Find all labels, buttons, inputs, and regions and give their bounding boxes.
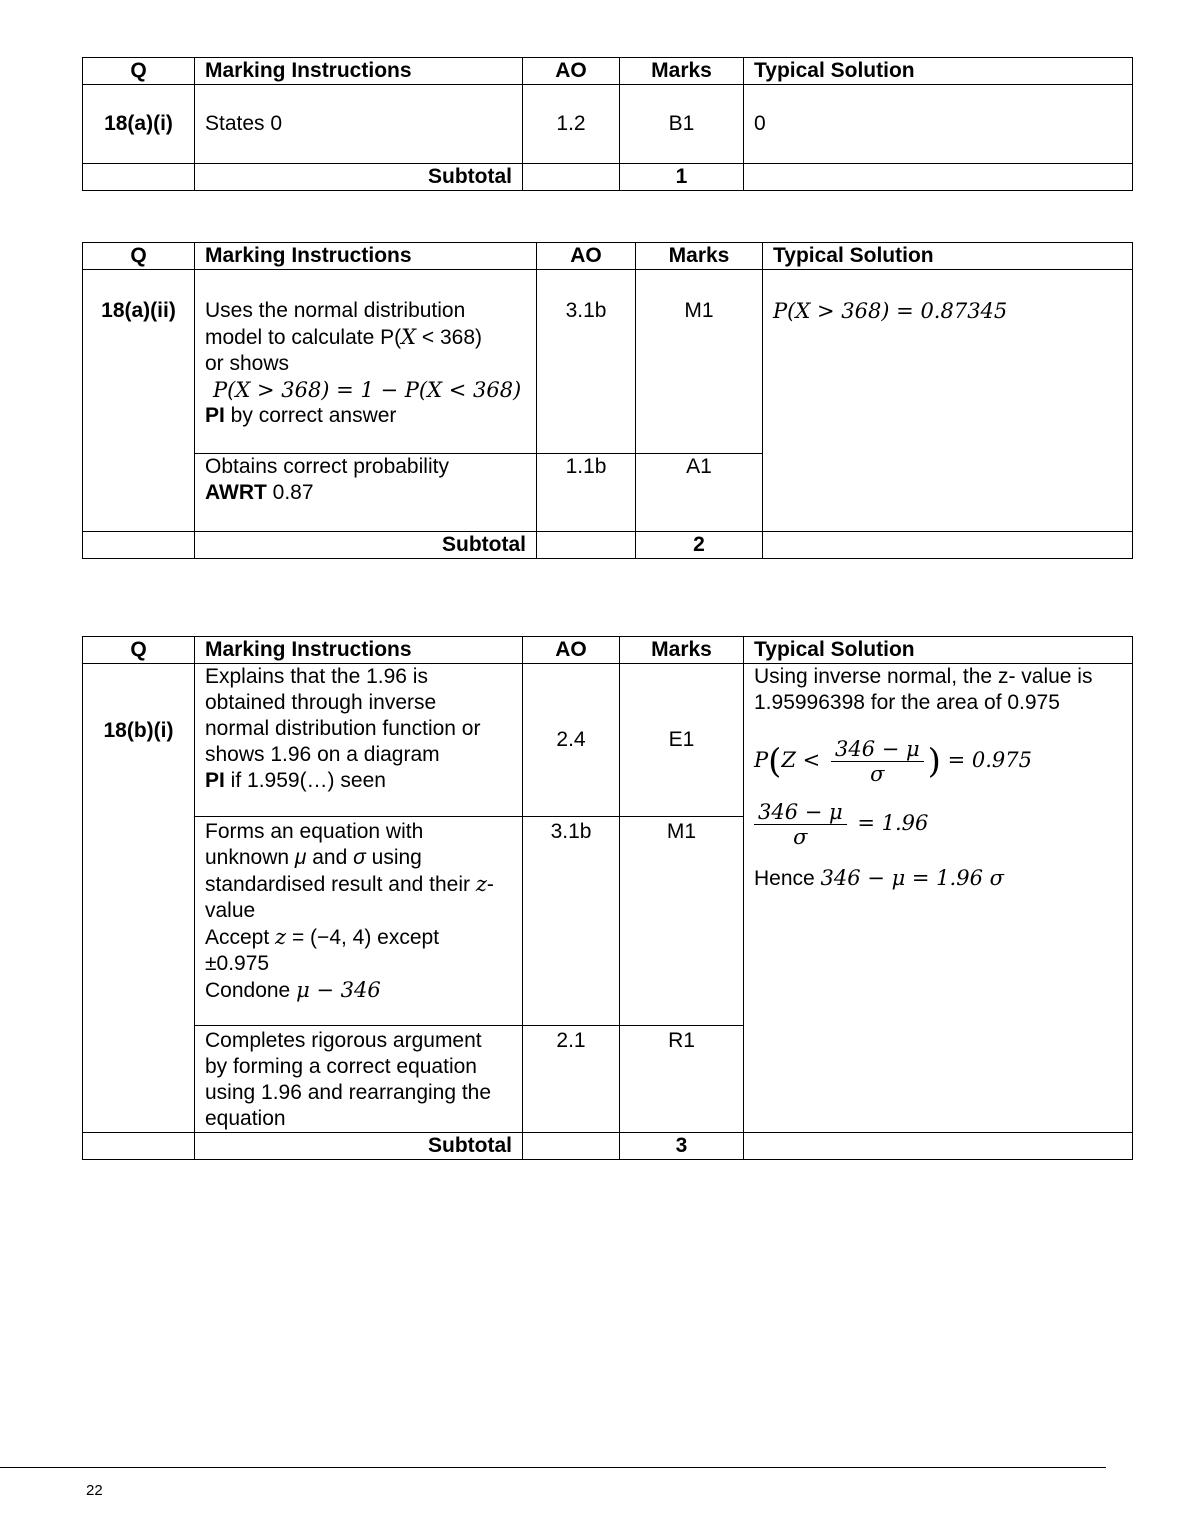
marking-instruction: States 0 [195,85,523,164]
marking-instruction [195,270,537,454]
typical-solution: Using inverse normal, the z- value is 1.95996398 for the area of 0.975 P(Z < $\frac{346 - \mu}{\sigma}$ ) = 0.975 $\frac{346 - \mu}{\sigma}$ = 1.96 Hence 346 − μ = 1.96 σ [744,664,1133,1133]
table-row [83,270,1133,454]
header-q: Q [83,58,195,85]
marking-table-18bi [82,636,1133,1160]
header-marking-instructions: Marking Instructions [195,637,523,664]
question-id: 18(a)(i) [83,85,195,164]
ao-value: 1.2 [523,85,620,164]
typical-solution: P(X > 368) = 0.87345 [763,270,1133,532]
subtotal-row [83,1133,1133,1160]
marking-instruction: Completes rigorous argument by forming a correct equation using 1.96 and rearranging the equation [195,1026,523,1133]
subtotal-row [83,164,1133,191]
subtotal-row [83,532,1133,559]
header-marking-instructions: Marking Instructions [195,243,537,270]
marking-instruction: Obtains correct probability AWRT 0.87 [195,454,537,532]
subtotal-value: 2 [636,532,763,559]
mi-line: model to calculate P(X < 368) [205,325,483,349]
marking-table-18aii [82,242,1133,559]
mark-code: R1 [620,1026,744,1133]
marking-table-18ai [82,57,1133,191]
equation-2: $\frac{346 - \mu}{\sigma}$ = 1.96 [754,800,1122,849]
ao-value: 2.4 [523,664,620,817]
header-ao: AO [537,243,636,270]
header-marking-instructions: Marking Instructions [195,58,523,85]
mi-line: Uses the normal distribution [205,299,466,322]
table-row [83,664,1133,817]
subtotal-label: Subtotal [195,532,537,559]
question-id: 18(a)(ii) [83,270,195,532]
header-q: Q [83,637,195,664]
mark-code: B1 [620,85,744,164]
mi-formula: P(X > 368) = 1 − P(X < 368) [213,378,522,402]
footer-divider [0,1467,1106,1468]
mark-code: M1 [620,817,744,1026]
ao-value: 2.1 [523,1026,620,1133]
header-q: Q [83,243,195,270]
marking-instruction: Forms an equation with unknown μ and σ using standardised result and their z- value Accept z = (−4, 4) except ±0.975 Condone μ − 346 [195,817,523,1026]
header-row [83,637,1133,664]
header-typical-solution: Typical Solution [744,58,1133,85]
ao-value: 1.1b [537,454,636,532]
header-ao: AO [523,58,620,85]
mi-line: or shows [205,352,290,375]
header-typical-solution: Typical Solution [744,637,1133,664]
subtotal-label: Subtotal [195,1133,523,1160]
header-ao: AO [523,637,620,664]
equation-1: P(Z < $\frac{346 - \mu}{\sigma}$ ) = 0.975 [754,737,1032,786]
marking-instruction: Explains that the 1.96 is obtained through inverse normal distribution function or shows 1.96 on a diagram PI if 1.959(…) seen [195,664,523,817]
header-row [83,243,1133,270]
header-row [83,58,1133,85]
mi-line: PI by correct answer [205,404,397,427]
header-marks: Marks [620,58,744,85]
mark-code: A1 [636,454,763,532]
subtotal-label: Subtotal [195,164,523,191]
table-row [83,85,1133,164]
subtotal-value: 1 [620,164,744,191]
header-typical-solution: Typical Solution [763,243,1133,270]
ao-value: 3.1b [523,817,620,1026]
subtotal-value: 3 [620,1133,744,1160]
typical-solution: 0 [744,85,1133,164]
page-number: 22 [86,1482,103,1499]
mark-code: E1 [620,664,744,817]
mark-code: M1 [636,270,763,454]
question-id: 18(b)(i) [83,664,195,1133]
ao-value: 3.1b [537,270,636,454]
equation-3: Hence 346 − μ = 1.96 σ [754,865,1004,890]
header-marks: Marks [636,243,763,270]
header-marks: Marks [620,637,744,664]
